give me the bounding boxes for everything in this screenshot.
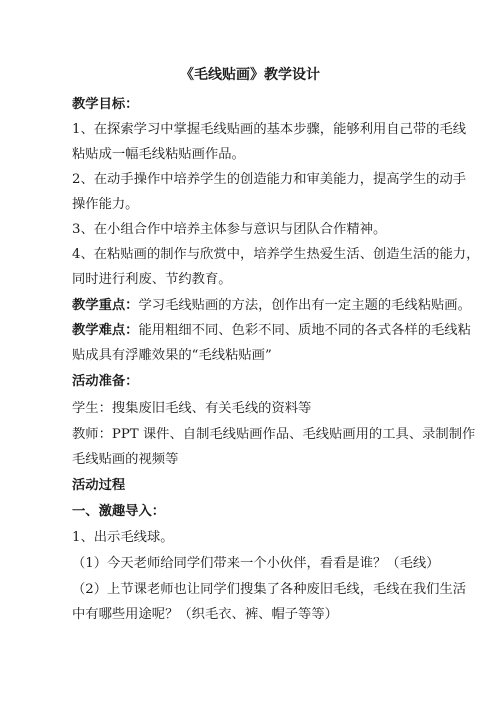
objective-2-line-1: 2、在动手操作中培养学生的创造能力和审美能力，提高学生的动手 bbox=[72, 172, 467, 187]
difficulty bbox=[72, 322, 471, 340]
objective-3: 3、在小组合作中培养主体参与意识与团队合作精神。 bbox=[72, 222, 387, 237]
key-point bbox=[72, 297, 471, 315]
step-1-question-1: （1）今天老师给同学们带来一个小伙伴，看看是谁？（毛线） bbox=[72, 556, 440, 571]
objective-4-line-2: 同时进行利废、节约教育。 bbox=[72, 272, 232, 287]
difficulty-text-line-2: 贴成具有浮雕效果的“毛线粘贴画” bbox=[72, 348, 272, 363]
preparation-heading: 活动准备： bbox=[72, 374, 139, 389]
difficulty-text-line-1: 能用粗细不同、色彩不同、质地不同的各式各样的毛线粘 bbox=[138, 323, 471, 338]
objective-1-line-2: 粘贴成一幅毛线粘贴画作品。 bbox=[72, 147, 245, 162]
key-point-text: 学习毛线贴画的方法，创作出有一定主题的毛线粘贴画。 bbox=[138, 298, 471, 313]
document-title: 《毛线贴画》教学设计 bbox=[180, 67, 320, 83]
section-1-heading: 一、激趣导入： bbox=[72, 504, 166, 519]
difficulty-label: 教学难点： bbox=[72, 323, 139, 338]
objective-4-line-1: 4、在粘贴画的制作与欣赏中，培养学生热爱生活、创造生活的能力， bbox=[72, 247, 480, 262]
step-1-question-2-line-2: 中有哪些用途呢？（织毛衣、裤、帽子等等） bbox=[72, 607, 338, 622]
key-point-label: 教学重点： bbox=[72, 298, 139, 313]
process-heading: 活动过程 bbox=[72, 478, 126, 493]
teacher-preparation-line-2: 毛线贴画的视频等 bbox=[72, 452, 179, 467]
student-preparation: 学生：搜集废旧毛线、有关毛线的资料等 bbox=[72, 401, 312, 416]
step-1-question-2-line-1: （2）上节课老师也让同学们搜集了各种废旧毛线，毛线在我们生活 bbox=[72, 582, 467, 597]
objectives-heading: 教学目标： bbox=[72, 97, 139, 112]
teacher-preparation-line-1: 教师：PPT 课件、自制毛线贴画作品、毛线贴画用的工具、录制制作 bbox=[72, 427, 476, 442]
objective-1-line-1: 1、在探索学习中掌握毛线贴画的基本步骤，能够利用自己带的毛线 bbox=[72, 122, 467, 137]
objective-2-line-2: 操作能力。 bbox=[72, 197, 139, 212]
step-1: 1、出示毛线球。 bbox=[72, 530, 174, 545]
